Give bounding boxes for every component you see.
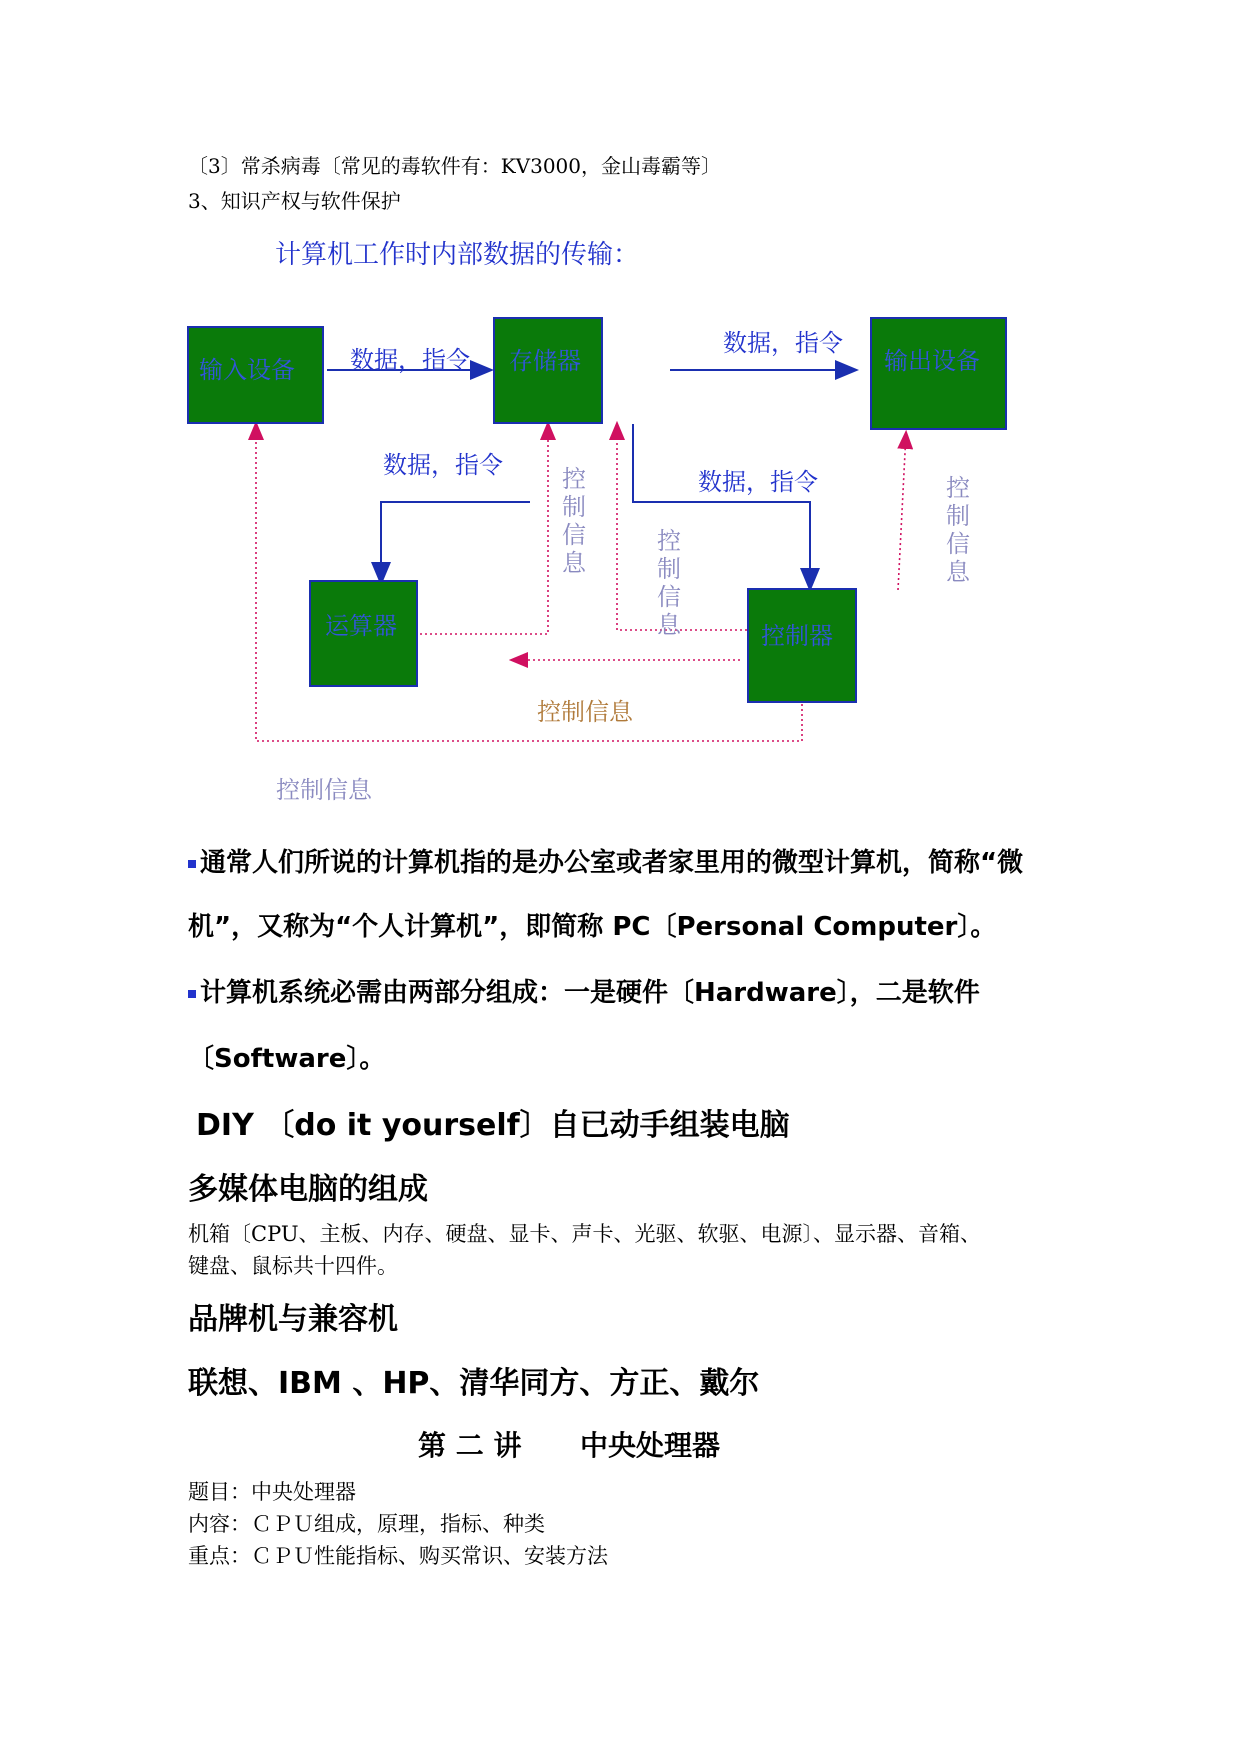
heading-multimedia: 多媒体电脑的组成 <box>188 1172 428 1207</box>
box-output-device <box>870 317 1007 430</box>
box-controller-label: 控制器 <box>761 622 833 650</box>
heading-diy: DIY 〔do it yourself〕自已动手组装电脑 <box>196 1108 790 1143</box>
box-input-device-label: 输入设备 <box>199 356 295 384</box>
box-memory <box>493 317 603 424</box>
text-content: 内容：ＣＰＵ组成，原理，指标、种类 <box>188 1512 545 1536</box>
text-topic: 题目：中央处理器 <box>188 1480 356 1504</box>
box-output-device-label: 输出设备 <box>884 347 980 375</box>
label-data-4: 数据，指令 <box>698 468 818 496</box>
text-focus: 重点：ＣＰＵ性能指标、购买常识、安装方法 <box>188 1544 608 1568</box>
heading-brand: 品牌机与兼容机 <box>188 1302 398 1337</box>
lecture-title: 第 二 讲 中央处理器 <box>418 1429 720 1462</box>
label-data-1: 数据，指令 <box>350 346 470 374</box>
text-line-ip: 3、知识产权与软件保护 <box>188 189 401 213</box>
text-multimedia-line2: 键盘、鼠标共十四件。 <box>188 1254 398 1278</box>
label-data-3: 数据，指令 <box>383 451 503 479</box>
arrow-control-to-output <box>898 433 906 590</box>
paragraph-system-line1 <box>188 972 980 1009</box>
bullet-icon <box>188 990 196 998</box>
paragraph-system-line2: 〔Software〕。 <box>188 1044 386 1074</box>
box-alu-label: 运算器 <box>325 612 397 640</box>
arrow-memory-to-alu <box>381 502 530 582</box>
label-control-vertical-2: 控制信息 <box>657 527 681 639</box>
paragraph-pc-line2: 机”，又称为“个人计算机”，即简称 PC〔Personal Computer〕。 <box>188 912 997 942</box>
box-alu <box>309 580 418 687</box>
text-brands: 联想、IBM 、HP、清华同方、方正、戴尔 <box>188 1366 760 1401</box>
label-control-horizontal-2: 控制信息 <box>276 776 372 804</box>
label-control-vertical-1: 控制信息 <box>562 465 586 577</box>
box-input-device <box>187 326 324 424</box>
diagram-title: 计算机工作时内部数据的传输： <box>275 240 640 270</box>
box-memory-label: 存储器 <box>509 347 581 375</box>
label-control-vertical-3: 控制信息 <box>946 474 970 586</box>
text-line-antivirus: 〔3〕常杀病毒〔常见的毒软件有：KV3000，金山毒霸等〕 <box>188 154 722 178</box>
paragraph-pc-line1-text: 通常人们所说的计算机指的是办公室或者家里用的微型计算机，简称“微 <box>200 848 1024 878</box>
box-controller <box>747 588 857 703</box>
paragraph-pc-line1 <box>188 842 1023 879</box>
text-multimedia-line1: 机箱〔CPU、主板、内存、硬盘、显卡、声卡、光驱、软驱、电源〕、显示器、音箱、 <box>188 1222 982 1246</box>
label-control-horizontal-1: 控制信息 <box>537 698 633 726</box>
label-data-2: 数据，指令 <box>723 329 843 357</box>
bullet-icon <box>188 860 196 868</box>
paragraph-system-line1-text: 计算机系统必需由两部分组成：一是硬件〔Hardware〕，二是软件 <box>200 978 980 1008</box>
